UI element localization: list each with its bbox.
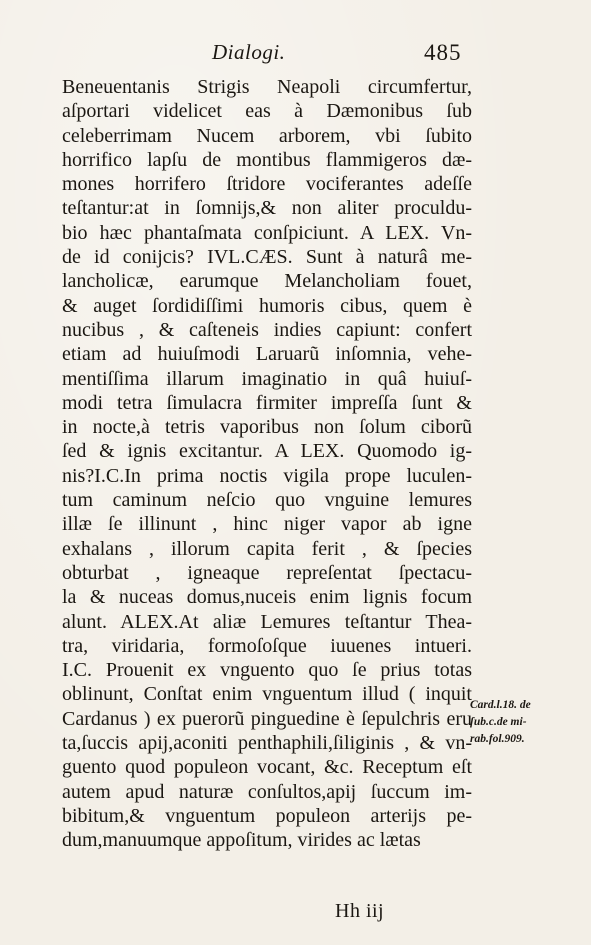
text-line: aſportari videlicet eas à Dæmonibus ſub: [62, 100, 472, 123]
text-line: illæ ſe illinunt , hinc niger vapor ab igne: [62, 513, 472, 536]
text-line: tra, viridaria, formoſoſque iuuenes intueri.: [62, 634, 472, 657]
text-line: horrifico lapſu de montibus flammigeros dæ-: [62, 148, 472, 171]
text-line: Cardanus ) ex puerorũ pinguedine è ſepulchris eru: [62, 707, 472, 730]
margin-note-line: ſub.c.de mi-: [470, 716, 527, 728]
text-line: celeberrimam Nucem arborem, vbi ſubito: [62, 124, 472, 147]
text-line: oblinunt, Conſtat enim vnguentum illud ( inquit: [62, 683, 472, 706]
text-line: nucibus , & caſteneis indies capiunt: confert: [62, 318, 472, 341]
text-line: alunt. ALEX.At aliæ Lemures teſtantur Thea-: [62, 610, 472, 633]
text-line: nis?I.C.In prima noctis vigila prope luculen-: [62, 464, 472, 487]
text-line: mentiſſima illarum imaginatio in quâ huiuſ-: [62, 367, 472, 390]
margin-note-line: rab.fol.909.: [470, 733, 525, 745]
text-line: mones horrifero ſtridore vociferantes adeſſe: [62, 173, 472, 196]
text-line: ta,ſuccis apij,aconiti penthaphili,ſiliginis , & vn-: [62, 732, 472, 755]
page-number: 485: [424, 40, 462, 65]
text-line: autem apud naturæ conſultos,apij ſuccum im-: [62, 780, 472, 803]
main-text-block: [62, 75, 472, 853]
text-line: Beneuentanis Strigis Neapoli circumfertur,: [62, 76, 472, 98]
text-line: etiam ad huiuſmodi Laruarũ inſomnia, vehe-: [62, 343, 472, 366]
running-head-title: Dialogi.: [212, 40, 286, 64]
text-line: modi tetra ſimulacra firmiter impreſſa ſunt &: [62, 391, 472, 414]
text-line: in nocte,à tetris vaporibus non ſolum ciborũ: [62, 416, 472, 439]
text-line: ſed & ignis excitantur. A LEX. Quomodo ig-: [62, 440, 472, 463]
margin-note-line: Card.l.18. de: [470, 699, 531, 711]
marginal-citation: [470, 697, 565, 748]
text-line: I.C. Prouenit ex vnguento quo ſe prius totas: [62, 659, 472, 682]
text-line: la & nuceas domus,nuceis enim lignis focum: [62, 586, 472, 609]
text-line: lancholicæ, earumque Melancholiam fouet,: [62, 270, 472, 293]
text-line: de id conijcis? IVL.CÆS. Sunt à naturâ me-: [62, 246, 472, 269]
text-line: & auget ſordidiſſimi humoris cibus, quem è: [62, 294, 472, 317]
text-line: obturbat , igneaque repreſentat ſpectacu-: [62, 561, 472, 584]
text-line: tum caminum neſcio quo vnguine lemures: [62, 489, 472, 512]
text-line: exhalans , illorum capita ferit , & ſpecies: [62, 537, 472, 560]
text-line: bibitum,& vnguentum populeon arterijs pe-: [62, 804, 472, 827]
text-line: guento quod populeon vocant, &c. Receptum eſt: [62, 756, 472, 779]
text-line: dum,manuumque appoſitum, virides ac lætas: [62, 829, 421, 852]
text-line: teſtantur:at in ſomnijs,& non aliter proculdu-: [62, 197, 472, 220]
text-line: bio hæc phantaſmata conſpiciunt. A LEX. Vn-: [62, 221, 472, 244]
signature-mark: Hh iij: [335, 900, 385, 922]
